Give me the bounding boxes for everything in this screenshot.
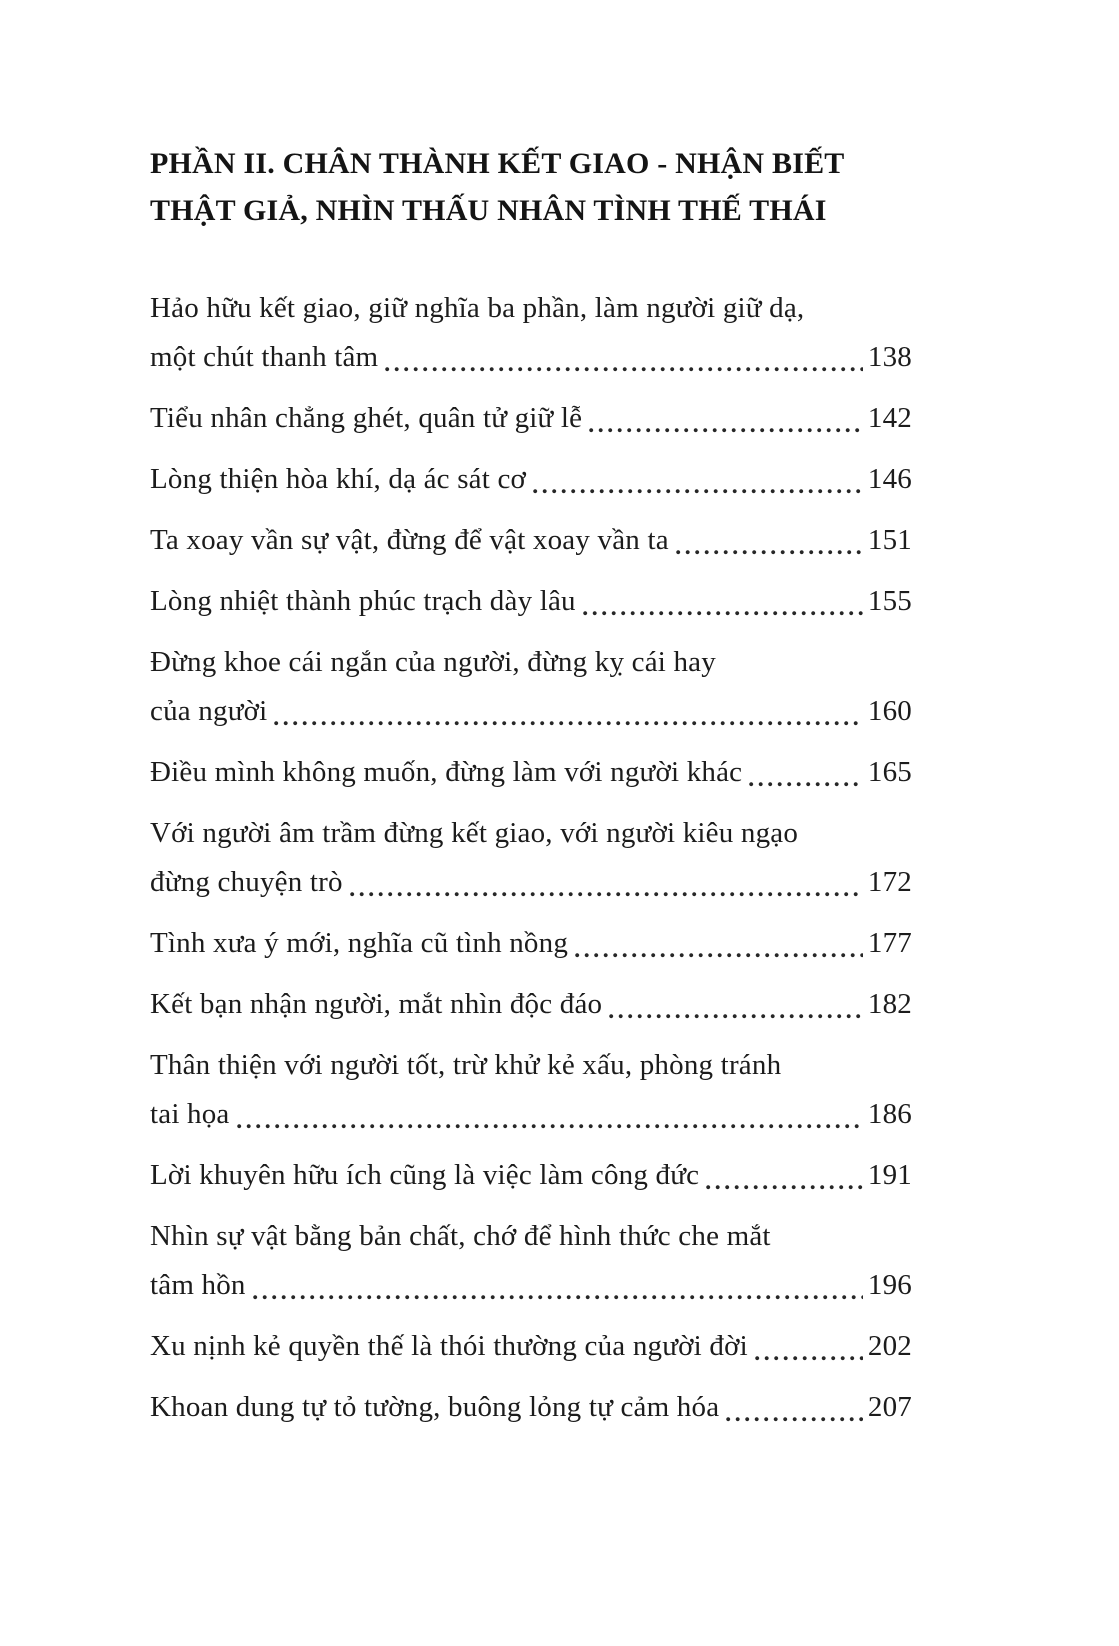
- toc-entry: [150, 980, 912, 1029]
- page-number: 186: [867, 1098, 912, 1130]
- dot-leader: [575, 919, 863, 968]
- toc-entry-text: Tiểu nhân chẳng ghét, quân tử giữ lễ: [150, 402, 583, 434]
- toc-entry-text: Tình xưa ý mới, nghĩa cũ tình nồng: [150, 927, 569, 959]
- page-number: 146: [867, 463, 912, 495]
- dot-leader: [706, 1151, 863, 1200]
- toc-entry-text: Đừng khoe cái ngắn của người, đừng kỵ cái hay: [150, 646, 716, 678]
- toc-entry: [150, 1322, 912, 1371]
- toc-entry: [150, 1212, 912, 1310]
- toc-entry: [150, 1151, 912, 1200]
- dot-leader: [676, 516, 863, 565]
- toc-entry: [150, 516, 912, 565]
- page-number: 177: [867, 927, 912, 959]
- toc-entry-text: Lời khuyên hữu ích cũng là việc làm công đức: [150, 1159, 700, 1191]
- toc-entry: [150, 748, 912, 797]
- page-number: 172: [867, 866, 912, 898]
- toc-entry: [150, 919, 912, 968]
- toc-entry-text: Với người âm trầm đừng kết giao, với người kiêu ngạo: [150, 817, 799, 849]
- toc-entry: [150, 809, 912, 907]
- dot-leader: [755, 1322, 863, 1371]
- toc-entry-text: Nhìn sự vật bằng bản chất, chớ để hình thức che mắt: [150, 1220, 771, 1252]
- dot-leader: [726, 1383, 863, 1432]
- dot-leader: [609, 980, 863, 1029]
- toc-entry-text: Lòng nhiệt thành phúc trạch dày lâu: [150, 585, 576, 617]
- toc-entry: [150, 1383, 912, 1432]
- section-heading-line1: PHẦN II. CHÂN THÀNH KẾT GIAO - NHẬN BIẾT: [150, 147, 845, 180]
- toc-entry-text: Kết bạn nhận người, mắt nhìn độc đáo: [150, 988, 603, 1020]
- dot-leader: [749, 748, 863, 797]
- dot-leader: [385, 333, 863, 382]
- toc-entry: [150, 394, 912, 443]
- page-number: 191: [867, 1159, 912, 1191]
- page-number: 142: [867, 402, 912, 434]
- dot-leader: [533, 455, 863, 504]
- dot-leader: [253, 1261, 863, 1310]
- toc-entry-text: Lòng thiện hòa khí, dạ ác sát cơ: [150, 463, 527, 495]
- toc-entry: [150, 455, 912, 504]
- toc-entry-text: của người: [150, 695, 268, 727]
- toc-entry-text: đừng chuyện trò: [150, 866, 343, 898]
- dot-leader: [274, 687, 862, 736]
- page-number: 207: [867, 1391, 912, 1423]
- toc-entry-text: Xu nịnh kẻ quyền thế là thói thường của người đời: [150, 1330, 748, 1362]
- page-number: 196: [867, 1269, 912, 1301]
- toc-entry-text: Ta xoay vần sự vật, đừng để vật xoay vần ta: [150, 524, 669, 556]
- toc-entry: [150, 284, 912, 382]
- dot-leader: [589, 394, 863, 443]
- toc-entry-text: một chút thanh tâm: [150, 341, 379, 373]
- toc-entry-text: Điều mình không muốn, đừng làm với người khác: [150, 756, 743, 788]
- section-heading: [150, 140, 912, 234]
- toc-entry-text: tai họa: [150, 1098, 230, 1130]
- toc-entry: [150, 638, 912, 736]
- table-of-contents: [150, 284, 912, 1432]
- toc-entry-text: Thân thiện với người tốt, trừ khử kẻ xấu, phòng tránh: [150, 1049, 782, 1081]
- toc-entry: [150, 577, 912, 626]
- toc-entry-text: Khoan dung tự tỏ tường, buông lỏng tự cảm hóa: [150, 1391, 720, 1423]
- dot-leader: [237, 1090, 863, 1139]
- page-number: 138: [867, 341, 912, 373]
- page-number: 165: [867, 756, 912, 788]
- section-heading-line2: THẬT GIẢ, NHÌN THẤU NHÂN TÌNH THẾ THÁI: [150, 194, 827, 227]
- toc-entry-text: tâm hồn: [150, 1269, 246, 1301]
- toc-content: [150, 140, 912, 1444]
- toc-entry-text: Hảo hữu kết giao, giữ nghĩa ba phần, làm người giữ dạ,: [150, 292, 805, 324]
- dot-leader: [350, 858, 863, 907]
- toc-entry: [150, 1041, 912, 1139]
- page-number: 151: [867, 524, 912, 556]
- dot-leader: [583, 577, 863, 626]
- page-number: 202: [867, 1330, 912, 1362]
- page-number: 155: [867, 585, 912, 617]
- page-number: 160: [867, 695, 912, 727]
- page-number: 182: [867, 988, 912, 1020]
